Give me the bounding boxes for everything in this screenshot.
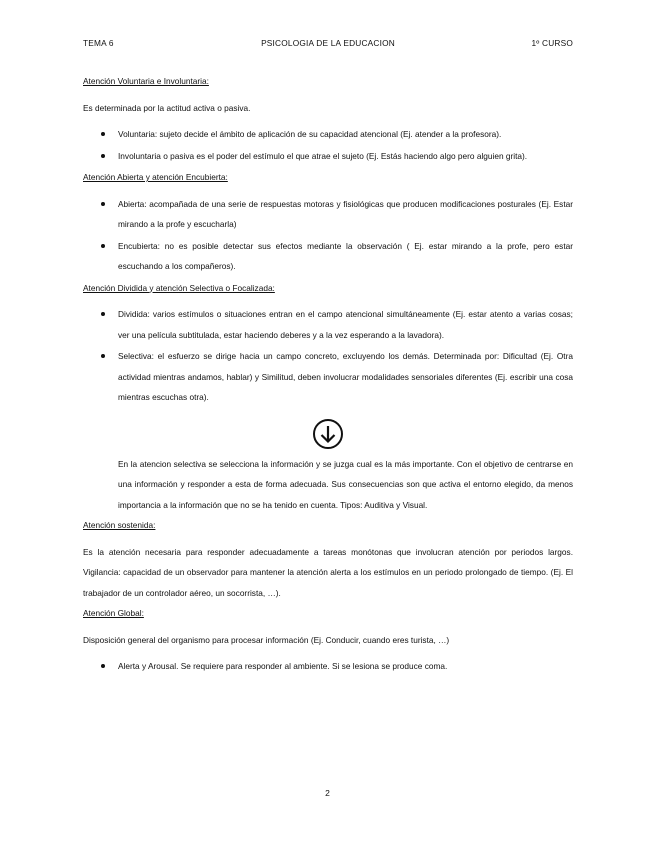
list-item: Alerta y Arousal. Se requiere para responder al ambiente. Si se lesiona se produce coma. <box>83 656 573 677</box>
list-item: Selectiva: el esfuerzo se dirige hacia un campo concreto, excluyendo los demás. Determinada por: Dificultad (Ej. Otra actividad mientras andamos, hablar) y Similitud, deben involucrar modalidades sensoriales diferentes (Ej. escribir una cosa mientras escuchas otra). <box>83 346 573 408</box>
page-header <box>83 38 573 52</box>
header-course: 1º CURSO <box>531 38 573 48</box>
list-abierta <box>83 194 573 277</box>
heading-abierta: Atención Abierta y atención Encubierta: <box>83 172 228 182</box>
document-body <box>83 71 573 678</box>
bullet-icon <box>101 154 105 158</box>
header-subject: PSICOLOGIA DE LA EDUCACION <box>261 38 395 48</box>
bullet-icon <box>101 202 105 206</box>
bullet-icon <box>101 244 105 248</box>
arrow-down-circle-icon <box>312 418 344 450</box>
list-item: Dividida: varios estímulos o situaciones entran en el campo atencional simultáneamente (Ej. estar atento a varias cosas; ver una película subtitulada, estar haciendo deberes y a la vez esperando a la lavadora). <box>83 304 573 345</box>
header-topic: TEMA 6 <box>83 38 114 48</box>
bullet-icon <box>101 354 105 358</box>
heading-dividida: Atención Dividida y atención Selectiva o Focalizada: <box>83 282 275 293</box>
list-global <box>83 656 573 677</box>
list-item: Encubierta: no es posible detectar sus efectos mediante la observación ( Ej. estar mirando a la profe, pero estar escuchando a los compañeros). <box>83 236 573 277</box>
arrow-container <box>83 414 573 454</box>
text-sostenida: Es la atención necesaria para responder adecuadamente a tareas monótonas que involucran atención por periodos largos. Vigilancia: capacidad de un observador para mantener la atención alerta a los estímulos en un periodo prolongado de tiempo. (Ej. El trabajador de un controlador aéreo, un socorrista, …). <box>83 546 573 598</box>
list-item: Voluntaria: sujeto decide el ámbito de aplicación de su capacidad atencional (Ej. atender a la profesora). <box>83 124 573 145</box>
bullet-icon <box>101 312 105 316</box>
heading-sostenida: Atención sostenida: <box>83 520 156 530</box>
list-item: Abierta: acompañada de una serie de respuestas motoras y fisiológicas que producen modificaciones posturales (Ej. Estar mirando a la profe y escucharla) <box>83 194 573 235</box>
heading-global: Atención Global: <box>83 608 144 618</box>
intro-voluntaria: Es determinada por la actitud activa o pasiva. <box>83 102 251 113</box>
list-dividida <box>83 304 573 408</box>
selectiva-note: En la atencion selectiva se selecciona la información y se juzga cual es la más importante. Con el objetivo de centrarse en una información y responder a esta de forma adecuada. Sus consecuencias son que activa el entorno elegido, da menos importancia a la información que no se ha tenido en cuenta. Tipos: Auditiva y Visual. <box>118 458 573 510</box>
bullet-icon <box>101 664 105 668</box>
page-number: 2 <box>325 788 330 798</box>
heading-voluntaria: Atención Voluntaria e Involuntaria: <box>83 76 209 86</box>
list-voluntaria <box>83 124 573 166</box>
text-global: Disposición general del organismo para procesar información (Ej. Conducir, cuando eres turista, …) <box>83 634 450 645</box>
bullet-icon <box>101 132 105 136</box>
list-item: Involuntaria o pasiva es el poder del estímulo el que atrae el sujeto (Ej. Estás haciendo algo pero alguien grita). <box>83 146 573 167</box>
